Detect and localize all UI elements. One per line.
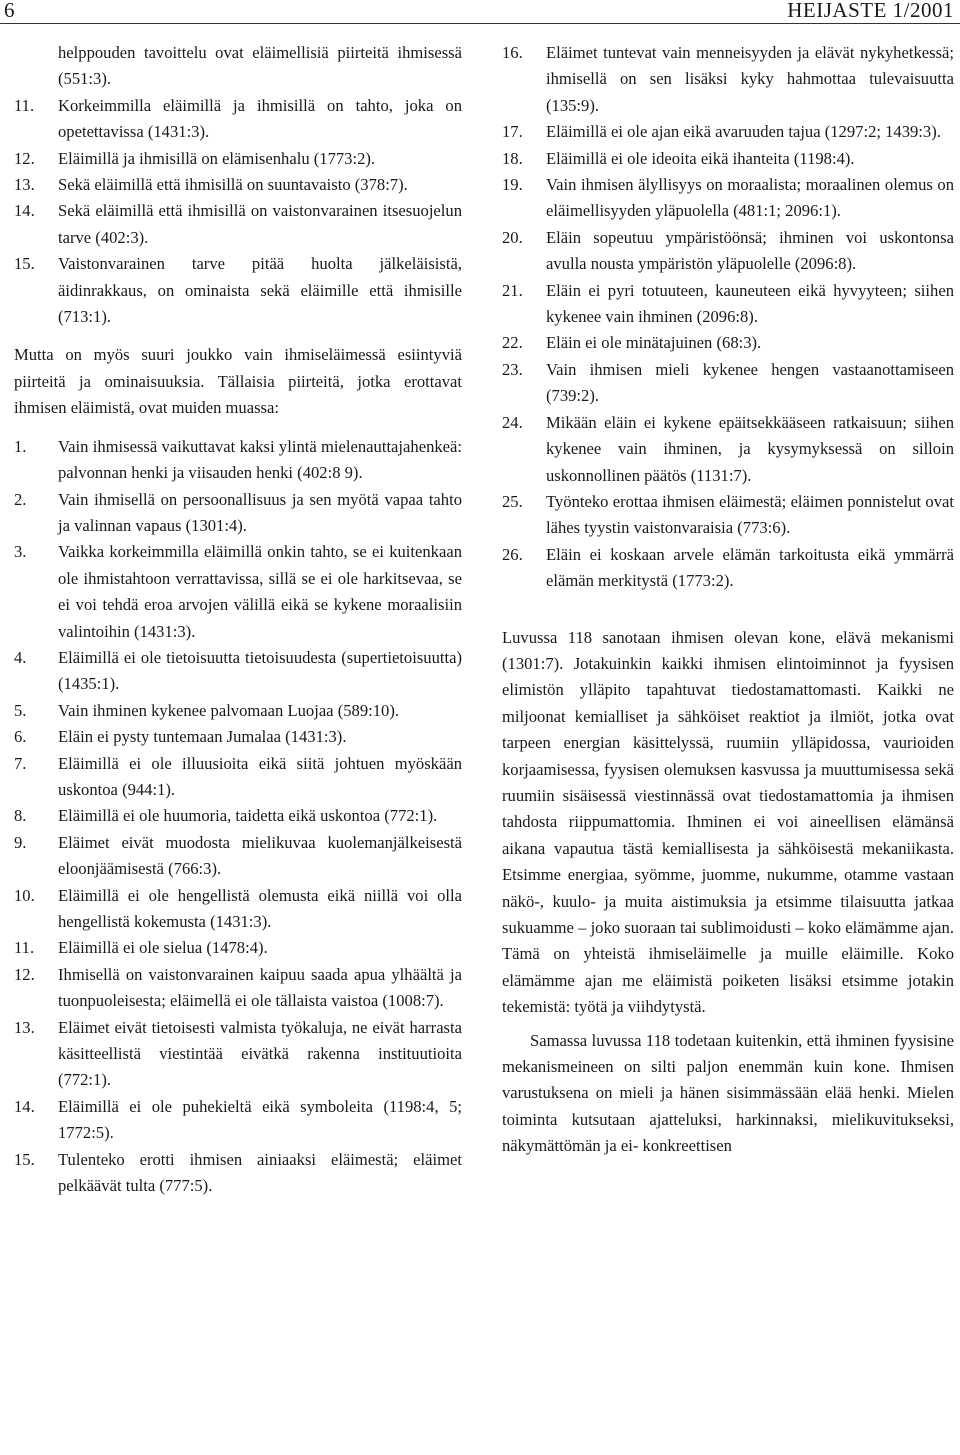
item-text: Eläimillä ja ihmisillä on elämisenhalu (1773:2). [58, 148, 376, 168]
item-number: 23. [502, 359, 523, 379]
body-paragraph-2: Samassa luvussa 118 todetaan kuitenkin, että ihminen fyysisine mekanismeineen on silti paljon enemmän kuin kone. Ihmisen varustuksena on mieli ja hänen sisimmässään elää henki. Mielen toiminta kutsutaan ajatteluksi, harkinnaksi, mielikuvitukseksi, näkymättömän ja ei- konkreettisen [502, 1030, 954, 1156]
item-number: 12. [14, 964, 35, 984]
item-text: Eläimet tuntevat vain menneisyyden ja elävät nykyhetkessä; ihmisellä on sen lisäksi kyky hahmottaa tulevaisuutta (135:9). [546, 43, 954, 115]
list-item [14, 251, 462, 330]
item-number: 12. [14, 148, 35, 168]
list-item [14, 172, 462, 198]
item-text: Eläin ei koskaan arvele elämän tarkoitusta eikä ymmärrä elämän merkitystä (1773:2). [546, 544, 954, 591]
list-item [14, 698, 462, 724]
list-item [14, 434, 462, 487]
list-item [502, 410, 954, 489]
item-number: 15. [14, 254, 35, 274]
list-item [14, 724, 462, 750]
item-number: 18. [502, 148, 523, 168]
item-number: 14. [14, 1096, 35, 1116]
page-number: 6 [4, 0, 15, 22]
item-text: Eläimillä ei ole ajan eikä avaruuden tajua (1297:2; 1439:3). [546, 122, 941, 142]
item-number: 16. [502, 43, 523, 62]
item-text: Vaikka korkeimmilla eläimillä onkin tahto, se ei kuitenkaan ole ihmistahtoon verrattavissa, sillä se ei ole harkitsevaa, se ei voi tehdä eroa arvojen välillä eikä se kykene moraalisiin valintoihin (1431:3). [58, 542, 462, 641]
item-number: 14. [14, 201, 35, 221]
list-item [14, 1147, 462, 1200]
item-number: 4. [14, 647, 27, 667]
list-item [502, 146, 954, 172]
list-item [14, 1015, 462, 1094]
list-item [14, 883, 462, 936]
list-item [14, 830, 462, 883]
item-number: 21. [502, 280, 523, 300]
left-column [14, 40, 462, 1199]
item-text: Eläimillä ei ole tietoisuutta tietoisuudesta (supertietoisuutta) (1435:1). [58, 647, 462, 694]
item-number: 3. [14, 542, 27, 562]
item-text: Tulenteko erotti ihmisen ainiaaksi eläimestä; eläimet pelkäävät tulta (777:5). [58, 1149, 462, 1196]
item-number: 24. [502, 412, 523, 432]
item-text: Työnteko erottaa ihmisen eläimestä; eläimen ponnistelut ovat lähes tyystin vaistonvaraisia (773:6). [546, 491, 954, 538]
item-text: Eläimillä ei ole hengellistä olemusta eikä niillä voi olla hengellistä kokemusta (1431:3). [58, 885, 462, 931]
list-item [502, 119, 954, 145]
list-item [502, 278, 954, 331]
item-number: 13. [14, 1017, 35, 1037]
item-text: Sekä eläimillä että ihmisillä on vaistonvarainen itsesuojelun tarve (402:3). [58, 201, 462, 247]
item-number: 1. [14, 436, 27, 456]
item-number: 7. [14, 753, 27, 773]
item-text: Eläin ei pysty tuntemaan Jumalaa (1431:3). [58, 727, 347, 747]
right-column [502, 40, 954, 1160]
list-item [14, 751, 462, 804]
body-paragraph-1: Luvussa 118 sanotaan ihmisen olevan kone, elävä mekanismi (1301:7). Jotakuinkin kaikki ihmisen elintoiminnot ja fyysisen elimistön ylläpito tapahtuvat tiedostamattomasti. Kaikki ne miljoonat kemialliset ja sähköiset reaktiot ja ilmiöt, jotka ovat tarpeen energian käsittelyssä, ruumiin ylläpidossa, vaurioiden korjaamisessa, fyysisen olemuksen kasvussa ja muuttumisessa sekä ruumiin sisäisessä viestinnässä ovat tiedostamattomia ja ihmisen tahdosta riippumattomia. Ihminen ei voi aineellisen elämänsä aikana vapautua tästä kemiallisesta ja sähköisestä mekaniikasta. Etsimme energiaa, syömme, juomme, nukumme, otamme vastaan näkö-, kuulo- ja muita aistimuksia ja etsimme tilaisuutta jatkaa sukuamme – joko suoraan tai sublimoidusti – koko elämämme ajan. Tämä on yhteistä ihmiseläimelle ja muille eläimille. Koko elämämme ajan me eläimistä poiketen lisäksi etsimme jotakin tekemistä: työtä ja viihdytystä. [502, 627, 954, 1017]
item-text: Eläimillä ei ole sielua (1478:4). [58, 938, 268, 958]
item-number: 6. [14, 727, 27, 747]
second-list [14, 434, 462, 1200]
list-item [14, 803, 462, 829]
item-text: Sekä eläimillä että ihmisillä on suuntavaisto (378:7). [58, 175, 408, 195]
list-item [502, 225, 954, 278]
item-text: Vaistonvarainen tarve pitää huolta jälkeläisistä, äidinrakkaus, on ominaista sekä eläimille että ihmisille (713:1). [58, 254, 462, 327]
item-text: Vain ihmisen älyllisyys on moraalista; moraalinen olemus on eläimellisyyden yläpuolella (481:1; 2096:1). [546, 175, 954, 221]
item-number: 20. [502, 227, 523, 247]
item-number: 22. [502, 333, 523, 353]
item-text: Vain ihmisellä on persoonallisuus ja sen myötä vapaa tahto ja valinnan vapaus (1301:4). [58, 489, 462, 535]
item-number: 11. [14, 95, 35, 115]
item-number: 11. [14, 938, 35, 958]
item-number: 19. [502, 175, 523, 195]
item-text: Mikään eläin ei kykene epäitsekkääseen ratkaisuun; siihen kykenee vain ihminen, ja kysymyksessä on silloin uskonnollinen päätös (1131:7). [546, 412, 954, 485]
list-item [14, 487, 462, 540]
item-text: Eläimet eivät muodosta mielikuvaa kuolemanjälkeisestä eloonjäämisestä (766:3). [58, 832, 462, 879]
item-text: Vain ihmisen mieli kykenee hengen vastaanottamiseen (739:2). [546, 359, 954, 406]
right-list [502, 40, 954, 595]
item-text: Eläimillä ei ole illuusioita eikä siitä johtuen myöskään uskontoa (944:1). [58, 753, 462, 799]
item-text: Eläimillä ei ole huumoria, taidetta eikä uskontoa (772:1). [58, 806, 438, 826]
item-text: Vain ihmisessä vaikuttavat kaksi ylintä mielenauttajahenkeä: palvonnan henki ja viisauden henki (402:8 9). [58, 436, 462, 483]
header-rule [0, 23, 960, 24]
intro-continuation: helppouden tavoittelu ovat eläimellisiä piirteitä ihmisessä (551:3). [58, 43, 462, 89]
item-number: 2. [14, 489, 27, 509]
item-number: 10. [14, 885, 35, 905]
item-number: 15. [14, 1149, 35, 1169]
list-item [14, 935, 462, 961]
item-number: 26. [502, 544, 523, 564]
list-item [14, 1094, 462, 1147]
item-text: Eläimet eivät tietoisesti valmista työkaluja, ne eivät harrasta käsitteellistä viestintää eivätkä rakenna instituutioita (772:1). [58, 1017, 462, 1090]
item-text: Eläin sopeutuu ympäristöönsä; ihminen voi uskontonsa avulla nousta ympäristön yläpuolelle (2096:8). [546, 227, 954, 274]
list-item [502, 172, 954, 225]
list-item [14, 93, 462, 146]
item-text: Eläimillä ei ole puhekieltä eikä symboleita (1198:4, 5; 1772:5). [58, 1096, 462, 1143]
list-item [502, 489, 954, 542]
page-header [0, 0, 960, 24]
list-item [14, 962, 462, 1015]
list-item [14, 645, 462, 698]
list-item [502, 40, 954, 119]
list-item [14, 198, 462, 251]
item-text: Ihmisellä on vaistonvarainen kaipuu saada apua ylhäältä ja tuonpuoleisesta; eläimellä ei ole tällaista vaistoa (1008:7). [58, 964, 462, 1011]
body-paragraph: Mutta on myös suuri joukko vain ihmiseläimessä esiintyviä piirteitä ja ominaisuuksia. Tällaisia piirteitä, jotka erottavat ihmisen eläimistä, ovat muiden muassa: [14, 345, 462, 418]
list-item [502, 542, 954, 595]
item-number: 5. [14, 700, 27, 720]
item-number: 8. [14, 806, 27, 826]
list-item [14, 539, 462, 645]
item-text: Eläin ei pyri totuuteen, kauneuteen eikä hyvyyteen; siihen kykenee vain ihminen (2096:8). [546, 280, 954, 327]
list-item [502, 330, 954, 356]
list-item [502, 357, 954, 410]
list-item [14, 146, 462, 172]
item-text: Eläimillä ei ole ideoita eikä ihanteita (1198:4). [546, 148, 855, 168]
first-list [14, 93, 462, 331]
item-number: 9. [14, 832, 27, 852]
item-text: Korkeimmilla eläimillä ja ihmisillä on tahto, joka on opetettavissa (1431:3). [58, 95, 462, 142]
item-number: 13. [14, 175, 35, 195]
item-number: 17. [502, 122, 523, 142]
journal-title: HEIJASTE 1/2001 [787, 0, 954, 22]
item-number: 25. [502, 491, 523, 511]
item-text: Eläin ei ole minätajuinen (68:3). [546, 333, 762, 353]
item-text: Vain ihminen kykenee palvomaan Luojaa (589:10). [58, 700, 399, 720]
